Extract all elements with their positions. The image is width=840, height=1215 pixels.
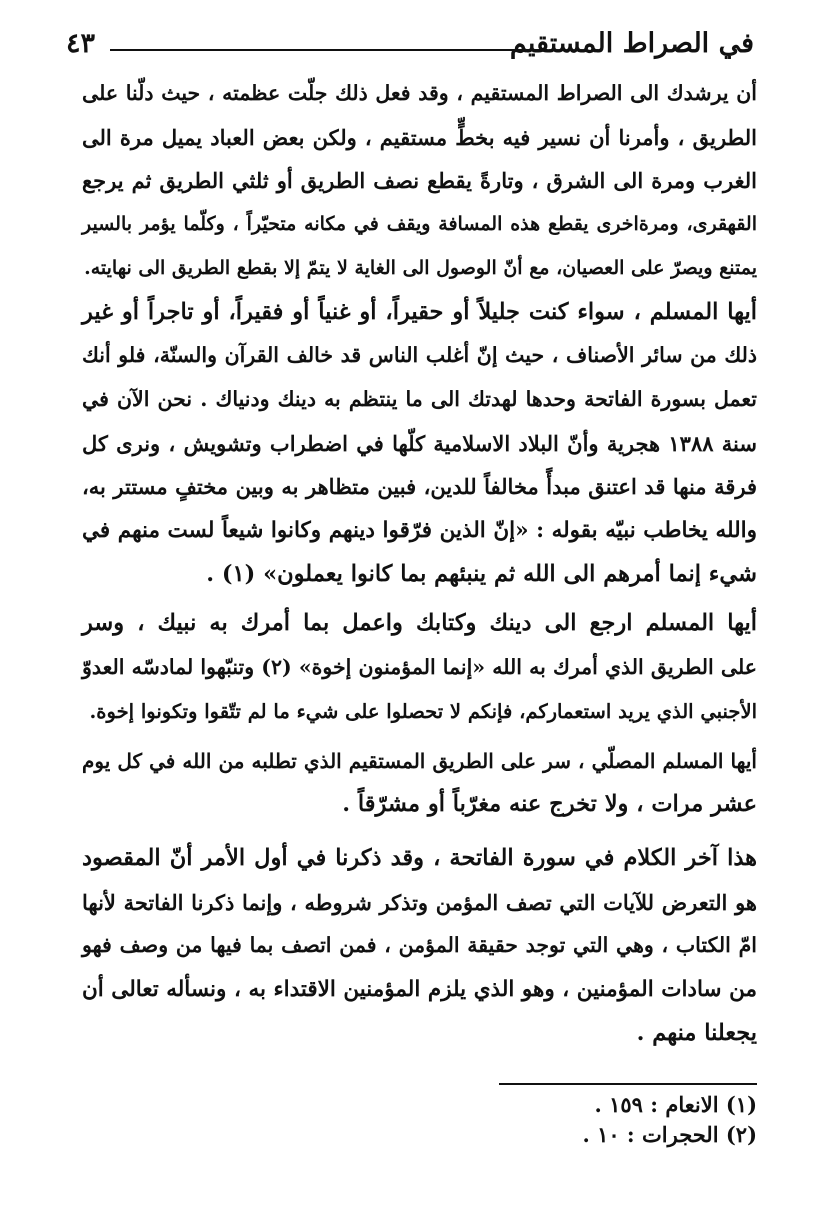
footnote-item: (٢) الحجرات : ١٠ . (582, 1122, 757, 1147)
paragraph (82, 602, 757, 733)
body-text (82, 72, 757, 1055)
text-line: على الطريق الذي أمرك به الله «إنما المؤمنون إخوة» (٢) وتنبّهوا لمادسّه العدوّ (82, 655, 757, 680)
footnote-item: (١) الانعام : ١٥٩ . (594, 1092, 757, 1117)
text-line: الأجنبي الذي يريد استعماركم، فإنكم لا تحصلوا على شيء ما لم تتّقوا وتكونوا إخوة. (89, 699, 757, 723)
text-line: عشر مرات ، ولا تخرج عنه مغرّباً أو مشرّقاً . (342, 791, 757, 818)
text-line: فرقة منها قد اعتنق مبدأً مخالفاً للدين، فبين متظاهر به وبين مختفٍ مستتر به، (82, 474, 757, 500)
text-line: أيها المسلم ارجع الى دينك وكتابك واعمل بما أمرك به نبيك ، وسر (82, 610, 757, 637)
text-line: تعمل بسورة الفاتحة وحدها لهدتك الى ما ينتظم به دينك ودنياك . نحن الآن في (82, 386, 757, 411)
text-line: القهقرى، ومرةاخرى يقطع هذه المسافة ويقف في مكانه متحيّراً ، وكلّما يؤمر بالسير (82, 213, 757, 236)
text-line: يمتنع ويصرّ على العصيان، مع أنّ الوصول الى الغاية لا يتمّ إلا بقطع الطريق الى نهايته. (84, 256, 757, 279)
text-line: والله يخاطب نبيّه بقوله : «إنّ الذين فرّقوا دينهم وكانوا شيعاً لست منهم في (82, 518, 757, 544)
paragraph (82, 291, 757, 597)
text-line: امّ الكتاب ، وهي التي توجد حقيقة المؤمن ، فمن اتصف بما فيها من وصف فهو (82, 933, 757, 958)
text-line: أن يرشدك الى الصراط المستقيم ، وقد فعل ذلك جلّت عظمته ، حيث دلّنا على (82, 81, 757, 105)
paragraph (82, 740, 757, 827)
running-title: في الصراط المستقيم (509, 28, 754, 59)
paragraph (82, 837, 757, 1056)
text-line: هذا آخر الكلام في سورة الفاتحة ، وقد ذكرنا في أول الأمر أنّ المقصود (82, 844, 757, 871)
text-line: ذلك من سائر الأصناف ، حيث إنّ أغلب الناس قد خالف القرآن والسنّة، فلو أنك (82, 343, 757, 368)
text-line: هو التعرض للآيات التي تصف المؤمن وتذكر شروطه ، وإنما ذكرنا الفاتحة لأنها (82, 889, 757, 915)
text-line: يجعلنا منهم . (636, 1019, 757, 1046)
text-line: أيها المسلم ، سواء كنت جليلاً أو حقيراً، أو غنياً أو فقيراً، أو تاجراً أو غير (82, 298, 757, 325)
text-line: أيها المسلم المصلّي ، سر على الطريق المستقيم الذي تطلبه من الله في كل يوم (82, 748, 757, 773)
text-line: شيء إنما أمرهم الى الله ثم ينبئهم بما كانوا يعملون» (١) . (206, 560, 757, 587)
text-line: الطريق ، وأمرنا أن نسير فيه بخطٍّ مستقيم ، ولكن بعض العباد يميل مرة الى (82, 124, 757, 150)
header-rule (110, 49, 542, 51)
footnote-rule (499, 1083, 757, 1085)
text-line: سنة ١٣٨٨ هجرية وأنّ البلاد الاسلامية كلّها في اضطراب وتشويش ، ونرى كل (82, 430, 757, 456)
page-number: ٤٣ (66, 28, 96, 59)
text-line: الغرب ومرة الى الشرق ، وتارةً يقطع نصف الطريق أو ثلثي الطريق ثم يرجع (82, 168, 757, 194)
paragraph (82, 72, 757, 291)
page-header (66, 26, 754, 66)
text-line: من سادات المؤمنين ، وهو الذي يلزم المؤمنين الاقتداء به ، ونسأله تعالى أن (82, 977, 757, 1003)
footnotes (457, 1090, 757, 1150)
